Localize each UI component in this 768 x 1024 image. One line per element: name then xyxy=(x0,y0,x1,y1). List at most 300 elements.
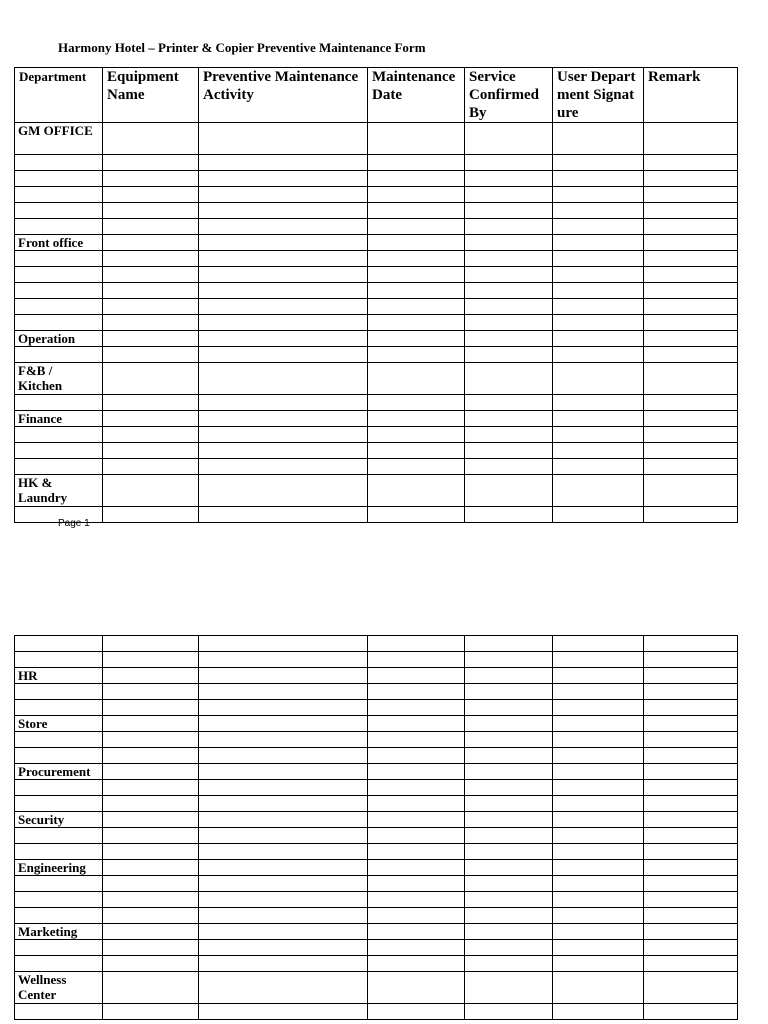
form-entry-cell[interactable] xyxy=(465,507,553,523)
form-entry-cell[interactable] xyxy=(465,668,553,684)
form-entry-cell[interactable] xyxy=(368,860,465,876)
form-entry-cell[interactable] xyxy=(465,219,553,235)
form-entry-cell[interactable] xyxy=(199,331,368,347)
form-entry-cell[interactable] xyxy=(368,684,465,700)
department-cell: Marketing xyxy=(15,924,103,940)
form-entry-cell[interactable] xyxy=(465,652,553,668)
form-entry-cell[interactable] xyxy=(465,187,553,203)
form-entry-cell[interactable] xyxy=(103,267,199,283)
form-entry-cell[interactable] xyxy=(465,411,553,427)
form-entry-cell[interactable] xyxy=(368,475,465,507)
form-entry-cell[interactable] xyxy=(644,716,738,732)
form-entry-cell[interactable] xyxy=(103,700,199,716)
department-cell: Wellness Center xyxy=(15,972,103,1004)
header-remark: Remark xyxy=(644,68,738,123)
form-entry-cell[interactable] xyxy=(368,844,465,860)
form-entry-cell[interactable] xyxy=(465,940,553,956)
form-entry-cell[interactable] xyxy=(368,828,465,844)
form-entry-cell[interactable] xyxy=(368,203,465,219)
form-entry-cell[interactable] xyxy=(103,796,199,812)
form-entry-cell[interactable] xyxy=(553,331,644,347)
form-entry-cell[interactable] xyxy=(644,299,738,315)
form-entry-cell[interactable] xyxy=(644,812,738,828)
form-entry-cell[interactable] xyxy=(644,251,738,267)
form-entry-cell[interactable] xyxy=(465,315,553,331)
form-entry-cell[interactable] xyxy=(199,427,368,443)
department-cell: HK & Laundry xyxy=(15,475,103,507)
form-entry-cell[interactable] xyxy=(368,652,465,668)
form-entry-cell[interactable] xyxy=(103,748,199,764)
form-entry-cell[interactable] xyxy=(199,299,368,315)
form-entry-cell[interactable] xyxy=(465,443,553,459)
form-entry-cell[interactable] xyxy=(553,267,644,283)
form-entry-cell[interactable] xyxy=(553,972,644,1004)
form-entry-cell[interactable] xyxy=(199,972,368,1004)
form-entry-cell[interactable] xyxy=(644,732,738,748)
form-entry-cell[interactable] xyxy=(368,636,465,652)
form-entry-cell[interactable] xyxy=(199,876,368,892)
form-entry-cell[interactable] xyxy=(465,1004,553,1020)
form-entry-cell[interactable] xyxy=(644,459,738,475)
form-entry-cell[interactable] xyxy=(465,299,553,315)
form-entry-cell[interactable] xyxy=(368,315,465,331)
form-entry-cell[interactable] xyxy=(103,652,199,668)
form-entry-cell[interactable] xyxy=(644,908,738,924)
form-entry-cell[interactable] xyxy=(368,459,465,475)
form-entry-cell[interactable] xyxy=(465,251,553,267)
form-entry-cell[interactable] xyxy=(103,716,199,732)
form-entry-cell[interactable] xyxy=(368,171,465,187)
form-entry-cell[interactable] xyxy=(553,892,644,908)
form-entry-cell[interactable] xyxy=(103,427,199,443)
department-cell: Security xyxy=(15,812,103,828)
form-entry-cell[interactable] xyxy=(368,796,465,812)
form-entry-cell[interactable] xyxy=(553,652,644,668)
form-entry-cell[interactable] xyxy=(553,924,644,940)
form-entry-cell[interactable] xyxy=(103,732,199,748)
form-entry-cell[interactable] xyxy=(553,507,644,523)
form-entry-cell[interactable] xyxy=(103,395,199,411)
form-entry-cell[interactable] xyxy=(553,187,644,203)
form-entry-cell[interactable] xyxy=(553,235,644,251)
form-entry-cell[interactable] xyxy=(553,876,644,892)
form-entry-cell[interactable] xyxy=(553,219,644,235)
form-entry-cell[interactable] xyxy=(553,475,644,507)
form-entry-cell[interactable] xyxy=(644,1004,738,1020)
form-entry-cell[interactable] xyxy=(644,219,738,235)
form-entry-cell[interactable] xyxy=(199,443,368,459)
form-entry-cell[interactable] xyxy=(199,780,368,796)
form-entry-cell[interactable] xyxy=(368,668,465,684)
form-entry-cell[interactable] xyxy=(199,892,368,908)
form-entry-cell[interactable] xyxy=(553,1004,644,1020)
form-entry-cell[interactable] xyxy=(199,475,368,507)
form-entry-cell[interactable] xyxy=(103,1004,199,1020)
table-row xyxy=(15,267,738,283)
header-maintenance-date: Maintenance Date xyxy=(368,68,465,123)
form-entry-cell[interactable] xyxy=(199,251,368,267)
department-cell-empty xyxy=(15,187,103,203)
form-entry-cell[interactable] xyxy=(553,315,644,331)
form-entry-cell[interactable] xyxy=(103,828,199,844)
form-entry-cell[interactable] xyxy=(199,908,368,924)
form-entry-cell[interactable] xyxy=(199,219,368,235)
form-entry-cell[interactable] xyxy=(368,716,465,732)
form-entry-cell[interactable] xyxy=(553,940,644,956)
form-entry-cell[interactable] xyxy=(644,427,738,443)
form-entry-cell[interactable] xyxy=(103,956,199,972)
form-entry-cell[interactable] xyxy=(644,924,738,940)
form-entry-cell[interactable] xyxy=(644,700,738,716)
form-entry-cell[interactable] xyxy=(103,251,199,267)
form-entry-cell[interactable] xyxy=(103,459,199,475)
form-entry-cell[interactable] xyxy=(644,892,738,908)
form-entry-cell[interactable] xyxy=(103,924,199,940)
form-entry-cell[interactable] xyxy=(644,443,738,459)
table-row xyxy=(15,684,738,700)
form-entry-cell[interactable] xyxy=(553,844,644,860)
form-entry-cell[interactable] xyxy=(199,844,368,860)
form-entry-cell[interactable] xyxy=(368,956,465,972)
table-row xyxy=(15,924,738,940)
form-entry-cell[interactable] xyxy=(103,347,199,363)
form-entry-cell[interactable] xyxy=(103,636,199,652)
form-entry-cell[interactable] xyxy=(103,908,199,924)
form-entry-cell[interactable] xyxy=(199,203,368,219)
form-entry-cell[interactable] xyxy=(103,155,199,171)
form-entry-cell[interactable] xyxy=(553,411,644,427)
form-entry-cell[interactable] xyxy=(553,171,644,187)
form-entry-cell[interactable] xyxy=(465,748,553,764)
form-entry-cell[interactable] xyxy=(644,155,738,171)
form-entry-cell[interactable] xyxy=(465,876,553,892)
form-entry-cell[interactable] xyxy=(465,716,553,732)
form-entry-cell[interactable] xyxy=(368,700,465,716)
form-entry-cell[interactable] xyxy=(465,475,553,507)
form-entry-cell[interactable] xyxy=(103,315,199,331)
form-entry-cell[interactable] xyxy=(465,203,553,219)
department-cell-empty xyxy=(15,700,103,716)
form-entry-cell[interactable] xyxy=(644,315,738,331)
form-entry-cell[interactable] xyxy=(644,187,738,203)
form-entry-cell[interactable] xyxy=(199,507,368,523)
department-cell-empty xyxy=(15,171,103,187)
form-entry-cell[interactable] xyxy=(465,956,553,972)
form-entry-cell[interactable] xyxy=(465,780,553,796)
form-entry-cell[interactable] xyxy=(103,844,199,860)
table-row xyxy=(15,796,738,812)
form-entry-cell[interactable] xyxy=(199,956,368,972)
form-entry-cell[interactable] xyxy=(465,636,553,652)
table-row xyxy=(15,187,738,203)
form-entry-cell[interactable] xyxy=(553,780,644,796)
form-entry-cell[interactable] xyxy=(553,668,644,684)
form-entry-cell[interactable] xyxy=(368,123,465,155)
form-entry-cell[interactable] xyxy=(103,940,199,956)
form-entry-cell[interactable] xyxy=(199,796,368,812)
form-entry-cell[interactable] xyxy=(103,668,199,684)
form-entry-cell[interactable] xyxy=(103,171,199,187)
form-entry-cell[interactable] xyxy=(103,187,199,203)
form-entry-cell[interactable] xyxy=(644,652,738,668)
form-entry-cell[interactable] xyxy=(644,780,738,796)
table-row xyxy=(15,315,738,331)
form-entry-cell[interactable] xyxy=(553,956,644,972)
department-cell-empty xyxy=(15,155,103,171)
form-entry-cell[interactable] xyxy=(368,908,465,924)
form-entry-cell[interactable] xyxy=(368,267,465,283)
department-cell-empty xyxy=(15,732,103,748)
form-entry-cell[interactable] xyxy=(368,155,465,171)
form-entry-cell[interactable] xyxy=(465,171,553,187)
form-entry-cell[interactable] xyxy=(553,828,644,844)
form-entry-cell[interactable] xyxy=(644,972,738,1004)
form-entry-cell[interactable] xyxy=(644,171,738,187)
form-entry-cell[interactable] xyxy=(553,700,644,716)
form-entry-cell[interactable] xyxy=(368,187,465,203)
table-row xyxy=(15,908,738,924)
form-entry-cell[interactable] xyxy=(199,940,368,956)
form-entry-cell[interactable] xyxy=(103,219,199,235)
form-entry-cell[interactable] xyxy=(644,203,738,219)
form-entry-cell[interactable] xyxy=(368,780,465,796)
form-entry-cell[interactable] xyxy=(199,235,368,251)
form-entry-cell[interactable] xyxy=(465,395,553,411)
header-service-confirmed-by: Service Confirmed By xyxy=(465,68,553,123)
form-entry-cell[interactable] xyxy=(465,828,553,844)
form-entry-cell[interactable] xyxy=(199,1004,368,1020)
form-entry-cell[interactable] xyxy=(199,155,368,171)
form-entry-cell[interactable] xyxy=(368,940,465,956)
form-entry-cell[interactable] xyxy=(644,507,738,523)
form-entry-cell[interactable] xyxy=(199,924,368,940)
form-entry-cell[interactable] xyxy=(644,860,738,876)
form-entry-cell[interactable] xyxy=(553,459,644,475)
department-cell-empty xyxy=(15,267,103,283)
form-entry-cell[interactable] xyxy=(553,764,644,780)
form-entry-cell[interactable] xyxy=(368,507,465,523)
form-entry-cell[interactable] xyxy=(368,395,465,411)
form-entry-cell[interactable] xyxy=(103,411,199,427)
form-entry-cell[interactable] xyxy=(199,812,368,828)
form-entry-cell[interactable] xyxy=(644,475,738,507)
form-entry-cell[interactable] xyxy=(553,812,644,828)
form-entry-cell[interactable] xyxy=(103,363,199,395)
form-entry-cell[interactable] xyxy=(465,267,553,283)
form-entry-cell[interactable] xyxy=(368,732,465,748)
form-entry-cell[interactable] xyxy=(199,764,368,780)
form-entry-cell[interactable] xyxy=(465,892,553,908)
form-entry-cell[interactable] xyxy=(553,203,644,219)
form-entry-cell[interactable] xyxy=(103,203,199,219)
form-entry-cell[interactable] xyxy=(103,812,199,828)
form-entry-cell[interactable] xyxy=(103,892,199,908)
form-entry-cell[interactable] xyxy=(553,443,644,459)
form-entry-cell[interactable] xyxy=(368,235,465,251)
form-entry-cell[interactable] xyxy=(199,187,368,203)
form-entry-cell[interactable] xyxy=(199,283,368,299)
table-row xyxy=(15,331,738,347)
table-row xyxy=(15,347,738,363)
form-entry-cell[interactable] xyxy=(465,283,553,299)
form-entry-cell[interactable] xyxy=(465,860,553,876)
form-entry-cell[interactable] xyxy=(553,427,644,443)
form-entry-cell[interactable] xyxy=(368,892,465,908)
form-entry-cell[interactable] xyxy=(553,796,644,812)
form-entry-cell[interactable] xyxy=(553,363,644,395)
form-entry-cell[interactable] xyxy=(644,844,738,860)
form-entry-cell[interactable] xyxy=(368,876,465,892)
form-entry-cell[interactable] xyxy=(368,299,465,315)
form-entry-cell[interactable] xyxy=(465,235,553,251)
form-entry-cell[interactable] xyxy=(553,716,644,732)
form-entry-cell[interactable] xyxy=(368,411,465,427)
form-entry-cell[interactable] xyxy=(644,796,738,812)
form-entry-cell[interactable] xyxy=(465,908,553,924)
form-entry-cell[interactable] xyxy=(644,331,738,347)
form-entry-cell[interactable] xyxy=(465,812,553,828)
form-entry-cell[interactable] xyxy=(103,123,199,155)
form-entry-cell[interactable] xyxy=(103,299,199,315)
form-entry-cell[interactable] xyxy=(644,748,738,764)
form-entry-cell[interactable] xyxy=(103,684,199,700)
form-entry-cell[interactable] xyxy=(103,475,199,507)
form-entry-cell[interactable] xyxy=(644,267,738,283)
form-entry-cell[interactable] xyxy=(199,123,368,155)
form-entry-cell[interactable] xyxy=(368,363,465,395)
form-entry-cell[interactable] xyxy=(465,347,553,363)
form-entry-cell[interactable] xyxy=(644,411,738,427)
form-entry-cell[interactable] xyxy=(199,748,368,764)
form-entry-cell[interactable] xyxy=(553,732,644,748)
form-entry-cell[interactable] xyxy=(644,764,738,780)
form-entry-cell[interactable] xyxy=(644,395,738,411)
form-entry-cell[interactable] xyxy=(465,427,553,443)
form-entry-cell[interactable] xyxy=(465,796,553,812)
form-entry-cell[interactable] xyxy=(644,940,738,956)
form-entry-cell[interactable] xyxy=(103,443,199,459)
form-entry-cell[interactable] xyxy=(553,123,644,155)
form-entry-cell[interactable] xyxy=(553,636,644,652)
form-entry-cell[interactable] xyxy=(103,507,199,523)
form-entry-cell[interactable] xyxy=(199,363,368,395)
form-entry-cell[interactable] xyxy=(644,283,738,299)
form-entry-cell[interactable] xyxy=(465,684,553,700)
form-entry-cell[interactable] xyxy=(199,315,368,331)
form-entry-cell[interactable] xyxy=(199,860,368,876)
department-cell-empty xyxy=(15,315,103,331)
table-row xyxy=(15,892,738,908)
form-entry-cell[interactable] xyxy=(644,123,738,155)
form-entry-cell[interactable] xyxy=(199,411,368,427)
form-entry-cell[interactable] xyxy=(103,283,199,299)
form-entry-cell[interactable] xyxy=(644,636,738,652)
form-entry-cell[interactable] xyxy=(368,219,465,235)
form-entry-cell[interactable] xyxy=(553,155,644,171)
form-entry-cell[interactable] xyxy=(553,283,644,299)
form-entry-cell[interactable] xyxy=(644,956,738,972)
form-entry-cell[interactable] xyxy=(465,331,553,347)
form-entry-cell[interactable] xyxy=(103,235,199,251)
form-entry-cell[interactable] xyxy=(199,347,368,363)
form-entry-cell[interactable] xyxy=(644,235,738,251)
form-entry-cell[interactable] xyxy=(644,684,738,700)
form-entry-cell[interactable] xyxy=(368,1004,465,1020)
form-entry-cell[interactable] xyxy=(465,844,553,860)
form-entry-cell[interactable] xyxy=(465,972,553,1004)
form-entry-cell[interactable] xyxy=(368,443,465,459)
form-entry-cell[interactable] xyxy=(553,347,644,363)
form-entry-cell[interactable] xyxy=(368,427,465,443)
form-entry-cell[interactable] xyxy=(103,764,199,780)
form-entry-cell[interactable] xyxy=(368,924,465,940)
form-entry-cell[interactable] xyxy=(553,860,644,876)
form-entry-cell[interactable] xyxy=(199,267,368,283)
form-entry-cell[interactable] xyxy=(368,748,465,764)
form-entry-cell[interactable] xyxy=(368,764,465,780)
form-entry-cell[interactable] xyxy=(199,171,368,187)
form-entry-cell[interactable] xyxy=(199,636,368,652)
form-entry-cell[interactable] xyxy=(644,347,738,363)
department-cell-empty xyxy=(15,427,103,443)
form-entry-cell[interactable] xyxy=(368,251,465,267)
form-entry-cell[interactable] xyxy=(553,908,644,924)
form-entry-cell[interactable] xyxy=(465,363,553,395)
form-entry-cell[interactable] xyxy=(644,363,738,395)
form-entry-cell[interactable] xyxy=(465,459,553,475)
form-entry-cell[interactable] xyxy=(465,155,553,171)
form-entry-cell[interactable] xyxy=(199,652,368,668)
form-entry-cell[interactable] xyxy=(553,251,644,267)
form-entry-cell[interactable] xyxy=(199,700,368,716)
form-entry-cell[interactable] xyxy=(368,347,465,363)
form-entry-cell[interactable] xyxy=(103,331,199,347)
form-entry-cell[interactable] xyxy=(465,924,553,940)
form-entry-cell[interactable] xyxy=(644,876,738,892)
form-entry-cell[interactable] xyxy=(553,684,644,700)
form-entry-cell[interactable] xyxy=(199,716,368,732)
form-entry-cell[interactable] xyxy=(368,812,465,828)
form-entry-cell[interactable] xyxy=(553,299,644,315)
form-entry-cell[interactable] xyxy=(644,828,738,844)
form-entry-cell[interactable] xyxy=(368,972,465,1004)
form-entry-cell[interactable] xyxy=(553,748,644,764)
form-entry-cell[interactable] xyxy=(644,668,738,684)
form-entry-cell[interactable] xyxy=(103,876,199,892)
page-number: Page 1 xyxy=(58,518,90,529)
form-entry-cell[interactable] xyxy=(553,395,644,411)
form-entry-cell[interactable] xyxy=(103,972,199,1004)
table-row xyxy=(15,844,738,860)
form-entry-cell[interactable] xyxy=(368,331,465,347)
form-entry-cell[interactable] xyxy=(368,283,465,299)
form-entry-cell[interactable] xyxy=(465,764,553,780)
form-entry-cell[interactable] xyxy=(103,780,199,796)
form-entry-cell[interactable] xyxy=(465,700,553,716)
form-entry-cell[interactable] xyxy=(199,395,368,411)
form-entry-cell[interactable] xyxy=(465,123,553,155)
form-entry-cell[interactable] xyxy=(465,732,553,748)
form-entry-cell[interactable] xyxy=(199,459,368,475)
department-cell-empty xyxy=(15,652,103,668)
form-entry-cell[interactable] xyxy=(199,684,368,700)
form-entry-cell[interactable] xyxy=(199,828,368,844)
table-row xyxy=(15,507,738,523)
department-cell-empty xyxy=(15,636,103,652)
form-entry-cell[interactable] xyxy=(199,668,368,684)
form-entry-cell[interactable] xyxy=(103,860,199,876)
form-entry-cell[interactable] xyxy=(199,732,368,748)
